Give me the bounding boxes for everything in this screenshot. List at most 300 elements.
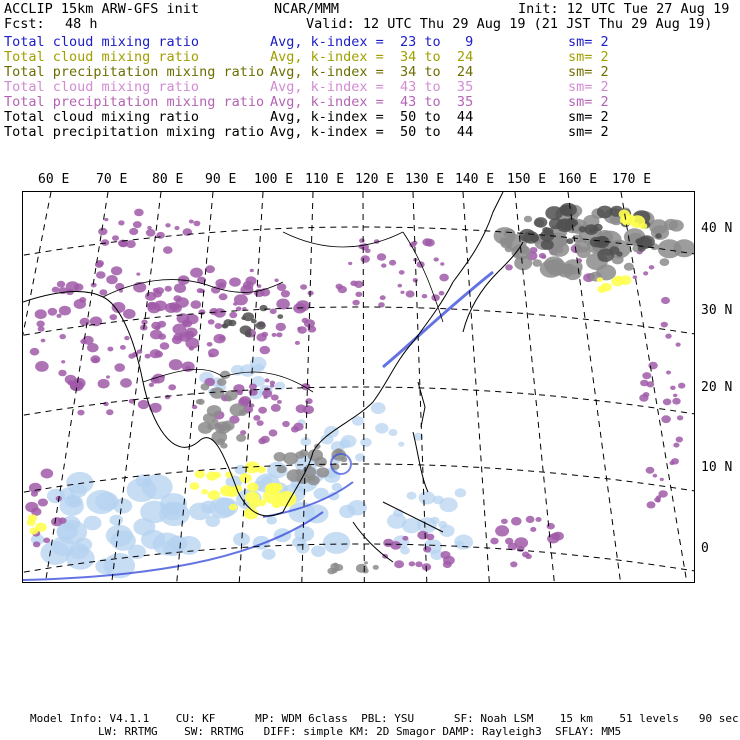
coastline: [413, 432, 428, 492]
field-name: Total cloud mixing ratio: [4, 34, 200, 50]
purple-cloud-patch: [293, 423, 303, 431]
purple-cloud-patch: [96, 271, 106, 279]
purple-cloud-patch: [380, 295, 386, 300]
light-cloud-patch: [262, 549, 276, 560]
purple-cloud-patch: [400, 291, 404, 294]
purple-cloud-patch: [106, 275, 118, 284]
purple-cloud-patch: [398, 284, 403, 288]
purple-cloud-patch: [43, 538, 50, 544]
light-cloud-patch: [141, 530, 165, 550]
purple-cloud-patch: [107, 347, 113, 352]
purple-cloud-patch: [229, 277, 241, 286]
purple-cloud-patch: [111, 266, 122, 275]
gray-cloud-patch: [210, 387, 224, 399]
dark-cloud-patch: [542, 227, 550, 233]
purple-cloud-patch: [129, 228, 138, 235]
light-cloud-patch: [66, 472, 93, 494]
purple-cloud-patch: [145, 354, 151, 359]
model-info-line1: Model Info: V4.1.1 CU: KF MP: WDM 6class PBL: YSU SF: Noah LSM 15 km 51 levels 90 sec: [30, 712, 739, 725]
longitude-gridline: [463, 192, 489, 582]
purple-cloud-patch: [399, 270, 405, 275]
purple-cloud-patch: [276, 332, 282, 337]
yellow-cloud-patch: [212, 472, 221, 479]
latitude-label: 10 N: [701, 460, 733, 475]
dark-cloud-patch: [655, 233, 662, 238]
longitude-label: 120 E: [355, 172, 395, 187]
purple-cloud-patch: [661, 297, 670, 304]
gray-cloud-patch: [577, 247, 591, 258]
purple-cloud-patch: [239, 396, 251, 405]
dark-cloud-patch: [240, 325, 252, 334]
latitude-gridline: [23, 387, 694, 417]
gray-cloud-patch: [197, 399, 205, 405]
purple-cloud-patch: [648, 362, 657, 370]
purple-cloud-patch: [189, 346, 194, 350]
gray-cloud-patch: [295, 451, 304, 459]
model-info-line2: LW: RRTMG SW: RRTMG DIFF: simple KM: 2D Smagor DAMP: Rayleigh3 SFLAY: MM5: [98, 725, 622, 738]
longitude-label: 170 E: [612, 172, 652, 187]
longitude-label: 130 E: [405, 172, 445, 187]
purple-cloud-patch: [35, 309, 47, 319]
purple-cloud-patch: [189, 220, 194, 224]
purple-cloud-patch: [106, 375, 110, 378]
purple-cloud-patch: [443, 561, 452, 568]
purple-cloud-patch: [58, 370, 66, 377]
field-name: Total cloud mixing ratio: [4, 49, 200, 65]
purple-cloud-patch: [271, 394, 279, 400]
purple-cloud-patch: [258, 407, 267, 414]
purple-cloud-patch: [38, 499, 48, 507]
field-name: Total precipitation mixing ratio: [4, 64, 265, 80]
light-cloud-patch: [206, 515, 221, 527]
purple-cloud-patch: [434, 257, 439, 261]
light-cloud-patch: [455, 488, 467, 497]
purple-cloud-patch: [120, 345, 126, 350]
gray-cloud-patch: [212, 419, 218, 424]
purple-cloud-patch: [406, 290, 415, 297]
purple-cloud-patch: [193, 221, 200, 227]
light-cloud-patch: [398, 442, 404, 447]
purple-cloud-patch: [174, 226, 179, 230]
purple-cloud-patch: [114, 363, 125, 372]
purple-cloud-patch: [654, 497, 661, 502]
field-smoothing: sm= 2: [568, 109, 609, 125]
purple-cloud-patch: [658, 490, 667, 497]
purple-cloud-patch: [158, 321, 167, 328]
yellow-cloud-patch: [208, 490, 220, 500]
purple-cloud-patch: [338, 286, 347, 294]
yellow-cloud-patch: [35, 523, 47, 532]
yellow-cloud-patch: [247, 482, 259, 491]
purple-cloud-patch: [270, 309, 277, 315]
light-cloud-patch: [84, 516, 102, 530]
purple-cloud-patch: [276, 323, 286, 331]
dark-cloud-patch: [534, 217, 547, 228]
purple-cloud-patch: [260, 346, 271, 354]
purple-cloud-patch: [57, 281, 65, 288]
purple-cloud-patch: [215, 323, 223, 329]
purple-cloud-patch: [41, 339, 46, 343]
purple-cloud-patch: [183, 228, 193, 236]
purple-cloud-patch: [173, 295, 181, 302]
longitude-label: 70 E: [96, 172, 128, 187]
light-cloud-patch: [339, 505, 355, 518]
purple-cloud-patch: [174, 283, 186, 293]
latitude-label: 30 N: [701, 303, 733, 318]
light-cloud-patch: [60, 497, 84, 516]
purple-cloud-patch: [115, 283, 124, 290]
field-smoothing: sm= 2: [568, 94, 609, 110]
purple-cloud-patch: [98, 379, 110, 389]
purple-cloud-patch: [359, 238, 365, 243]
purple-cloud-patch: [535, 517, 541, 522]
purple-cloud-patch: [208, 319, 215, 324]
light-cloud-patch: [417, 517, 437, 533]
light-cloud-patch: [240, 364, 256, 377]
purple-cloud-patch: [530, 527, 536, 532]
field-name: Total cloud mixing ratio: [4, 79, 200, 95]
purple-cloud-patch: [514, 537, 528, 548]
purple-cloud-patch: [271, 404, 281, 412]
light-cloud-patch: [111, 531, 136, 551]
gray-cloud-patch: [557, 265, 573, 278]
purple-cloud-patch: [394, 560, 404, 568]
purple-cloud-patch: [551, 533, 560, 540]
gray-cloud-patch: [330, 563, 339, 570]
purple-cloud-patch: [120, 378, 132, 388]
purple-cloud-patch: [417, 261, 425, 268]
gray-cloud-patch: [624, 263, 634, 271]
purple-cloud-patch: [490, 538, 498, 545]
gray-cloud-patch: [296, 473, 310, 484]
yellow-cloud-patch: [245, 492, 260, 504]
purple-cloud-patch: [661, 322, 668, 328]
purple-cloud-patch: [99, 289, 107, 295]
longitude-label: 60 E: [38, 172, 70, 187]
purple-cloud-patch: [440, 262, 444, 265]
purple-cloud-patch: [179, 334, 184, 338]
purple-cloud-patch: [282, 421, 290, 427]
purple-cloud-patch: [66, 281, 80, 292]
purple-cloud-patch: [526, 516, 535, 523]
purple-cloud-patch: [390, 541, 401, 550]
purple-cloud-patch: [381, 263, 386, 267]
purple-cloud-patch: [261, 332, 268, 337]
purple-cloud-patch: [148, 303, 153, 307]
purple-cloud-patch: [160, 342, 170, 350]
purple-cloud-patch: [165, 223, 170, 227]
light-cloud-patch: [438, 521, 447, 528]
forecast-label: Fcst:: [4, 16, 45, 32]
purple-cloud-patch: [35, 361, 49, 372]
purple-cloud-patch: [525, 554, 532, 559]
purple-cloud-patch: [156, 232, 165, 239]
dark-cloud-patch: [590, 237, 603, 248]
field-level-range: Avg, k-index = 50 to 44: [270, 124, 474, 140]
purple-cloud-patch: [281, 290, 290, 297]
purple-cloud-patch: [48, 308, 58, 316]
dark-cloud-patch: [277, 314, 283, 319]
gray-cloud-patch: [316, 467, 329, 477]
gray-cloud-patch: [217, 378, 227, 386]
purple-cloud-patch: [495, 525, 509, 536]
dark-cloud-patch: [241, 316, 246, 320]
purple-cloud-patch: [265, 378, 270, 382]
light-cloud-patch: [40, 541, 70, 565]
purple-cloud-patch: [147, 226, 152, 230]
purple-cloud-patch: [29, 483, 42, 493]
light-cloud-patch: [75, 538, 92, 552]
purple-cloud-patch: [103, 402, 109, 406]
purple-cloud-patch: [90, 355, 100, 363]
purple-cloud-patch: [59, 306, 71, 316]
latitude-label: 40 N: [701, 221, 733, 236]
purple-cloud-patch: [296, 300, 310, 311]
purple-cloud-patch: [214, 308, 226, 318]
dark-cloud-patch: [260, 305, 268, 311]
latitude-label: 0: [701, 541, 709, 556]
yellow-cloud-patch: [190, 482, 200, 490]
purple-cloud-patch: [205, 265, 215, 273]
field-level-range: Avg, k-index = 34 to 24: [270, 49, 474, 65]
purple-cloud-patch: [52, 287, 60, 293]
purple-cloud-patch: [59, 334, 66, 339]
purple-cloud-patch: [257, 420, 264, 426]
purple-cloud-patch: [439, 291, 445, 296]
longitude-label: 150 E: [507, 172, 547, 187]
dark-cloud-patch: [256, 322, 266, 330]
purple-cloud-patch: [413, 278, 418, 282]
purple-cloud-patch: [65, 375, 77, 384]
purple-cloud-patch: [106, 409, 113, 415]
longitude-label: 100 E: [254, 172, 294, 187]
purple-cloud-patch: [676, 343, 681, 347]
purple-cloud-patch: [300, 284, 307, 290]
purple-cloud-patch: [150, 330, 162, 340]
light-cloud-patch: [407, 492, 417, 500]
gray-cloud-patch: [220, 443, 227, 449]
purple-cloud-patch: [423, 546, 431, 553]
purple-cloud-patch: [647, 501, 656, 508]
field-name: Total cloud mixing ratio: [4, 109, 200, 125]
purple-cloud-patch: [505, 538, 513, 545]
coastline: [418, 382, 425, 427]
field-smoothing: sm= 2: [568, 64, 609, 80]
gray-cloud-patch: [222, 421, 235, 431]
purple-cloud-patch: [352, 300, 359, 306]
longitude-label: 140 E: [455, 172, 495, 187]
purple-cloud-patch: [33, 541, 40, 547]
purple-cloud-patch: [74, 299, 86, 309]
purple-cloud-patch: [133, 221, 142, 228]
purple-cloud-patch: [676, 437, 683, 443]
purple-cloud-patch: [303, 405, 314, 414]
light-cloud-patch: [371, 402, 386, 414]
purple-cloud-patch: [415, 561, 422, 567]
light-cloud-patch: [389, 429, 398, 436]
purple-cloud-patch: [270, 384, 274, 388]
purple-cloud-patch: [101, 239, 109, 246]
purple-cloud-patch: [547, 523, 555, 530]
purple-cloud-patch: [149, 383, 154, 387]
purple-cloud-patch: [670, 386, 676, 390]
yellow-cloud-patch: [601, 283, 612, 292]
light-cloud-patch: [109, 515, 123, 526]
dark-cloud-patch: [566, 238, 573, 244]
yellow-cloud-patch: [28, 514, 38, 522]
field-smoothing: sm= 2: [568, 79, 609, 95]
light-cloud-patch: [266, 516, 277, 524]
purple-cloud-patch: [118, 220, 124, 225]
gray-cloud-patch: [364, 561, 368, 564]
purple-cloud-patch: [660, 478, 664, 481]
purple-cloud-patch: [229, 312, 237, 318]
purple-cloud-patch: [530, 247, 538, 253]
gray-cloud-patch: [207, 405, 222, 417]
purple-cloud-patch: [56, 314, 61, 318]
purple-cloud-patch: [184, 331, 195, 339]
purple-cloud-patch: [673, 443, 679, 448]
organization: NCAR/MMM: [274, 1, 340, 17]
purple-cloud-patch: [348, 262, 352, 265]
purple-cloud-patch: [151, 377, 160, 384]
yellow-cloud-patch: [611, 277, 623, 287]
purple-cloud-patch: [269, 429, 278, 436]
gray-cloud-patch: [277, 465, 287, 473]
dark-cloud-patch: [541, 240, 554, 250]
purple-cloud-patch: [417, 531, 428, 540]
yellow-cloud-patch: [195, 470, 205, 478]
light-cloud-patch: [360, 438, 372, 447]
latitude-label: 20 N: [701, 380, 733, 395]
purple-cloud-patch: [422, 294, 428, 298]
longitude-label: 110 E: [305, 172, 345, 187]
light-cloud-patch: [311, 546, 325, 557]
purple-cloud-patch: [146, 229, 156, 237]
field-level-range: Avg, k-index = 50 to 44: [270, 109, 474, 125]
gray-cloud-patch: [230, 403, 246, 416]
purple-cloud-patch: [249, 384, 257, 390]
gray-cloud-patch: [660, 258, 670, 266]
purple-cloud-patch: [422, 238, 432, 246]
purple-cloud-patch: [672, 398, 680, 405]
yellow-cloud-patch: [220, 485, 234, 496]
purple-cloud-patch: [677, 415, 683, 420]
light-cloud-patch: [292, 537, 306, 548]
purple-cloud-patch: [389, 260, 396, 266]
yellow-cloud-patch: [229, 504, 237, 511]
gray-cloud-patch: [373, 565, 379, 570]
purple-cloud-patch: [51, 517, 63, 526]
purple-cloud-patch: [123, 309, 136, 319]
purple-cloud-patch: [646, 467, 655, 474]
purple-cloud-patch: [250, 269, 254, 272]
purple-cloud-patch: [511, 517, 522, 526]
purple-cloud-patch: [510, 561, 517, 567]
purple-cloud-patch: [190, 268, 203, 278]
purple-cloud-patch: [678, 383, 685, 389]
light-cloud-patch: [375, 423, 388, 434]
purple-cloud-patch: [505, 264, 513, 270]
purple-cloud-patch: [643, 271, 648, 275]
purple-cloud-patch: [253, 415, 260, 421]
gray-cloud-patch: [201, 383, 210, 390]
gray-cloud-patch: [314, 457, 327, 467]
purple-cloud-patch: [136, 273, 140, 276]
purple-cloud-patch: [165, 395, 171, 400]
light-cloud-patch: [86, 490, 116, 514]
light-cloud-patch: [341, 435, 357, 448]
field-smoothing: sm= 2: [568, 124, 609, 140]
purple-cloud-patch: [262, 390, 272, 398]
purple-cloud-patch: [191, 300, 202, 309]
light-cloud-patch: [454, 535, 473, 550]
purple-cloud-patch: [41, 469, 54, 479]
purple-cloud-patch: [208, 348, 219, 357]
dark-cloud-patch: [519, 229, 535, 242]
yellow-cloud-patch: [633, 222, 639, 227]
gray-cloud-patch: [524, 216, 532, 223]
purple-cloud-patch: [207, 342, 213, 347]
model-title: ACCLIP 15km ARW-GFS init: [4, 1, 200, 17]
gray-cloud-patch: [274, 452, 286, 462]
purple-cloud-patch: [639, 394, 648, 402]
field-name: Total precipitation mixing ratio: [4, 94, 265, 110]
purple-cloud-patch: [154, 301, 167, 312]
field-smoothing: sm= 2: [568, 49, 609, 65]
purple-cloud-patch: [350, 281, 357, 287]
field-level-range: Avg, k-index = 43 to 35: [270, 94, 474, 110]
purple-cloud-patch: [441, 551, 451, 559]
purple-cloud-patch: [297, 327, 301, 330]
purple-cloud-patch: [665, 334, 671, 339]
purple-cloud-patch: [165, 286, 172, 292]
purple-cloud-patch: [233, 302, 238, 306]
light-cloud-patch: [140, 501, 168, 524]
dark-cloud-patch: [597, 249, 614, 262]
purple-cloud-patch: [653, 474, 658, 478]
purple-cloud-patch: [77, 410, 84, 416]
purple-cloud-patch: [633, 275, 638, 279]
field-name: Total precipitation mixing ratio: [4, 124, 265, 140]
country-border: [283, 232, 403, 247]
purple-cloud-patch: [402, 536, 408, 541]
gray-cloud-patch: [669, 220, 684, 232]
yellow-cloud-patch: [640, 223, 648, 229]
purple-cloud-patch: [80, 318, 90, 326]
purple-cloud-patch: [163, 246, 173, 254]
purple-cloud-patch: [409, 561, 416, 566]
purple-cloud-patch: [124, 336, 129, 340]
purple-cloud-patch: [295, 341, 300, 345]
purple-cloud-patch: [30, 348, 40, 356]
purple-cloud-patch: [355, 292, 362, 297]
purple-cloud-patch: [439, 274, 449, 282]
purple-cloud-patch: [642, 372, 651, 379]
purple-cloud-patch: [155, 351, 163, 358]
purple-cloud-patch: [104, 218, 108, 221]
dark-cloud-patch: [560, 203, 577, 217]
purple-cloud-patch: [112, 235, 119, 241]
purple-cloud-patch: [272, 333, 277, 337]
field-smoothing: sm= 2: [568, 34, 609, 50]
dark-cloud-patch: [589, 228, 596, 233]
light-cloud-patch: [439, 497, 457, 512]
purple-cloud-patch: [36, 321, 44, 328]
purple-cloud-patch: [649, 265, 655, 269]
field-level-range: Avg, k-index = 43 to 35: [270, 79, 474, 95]
gray-cloud-patch: [362, 568, 369, 573]
